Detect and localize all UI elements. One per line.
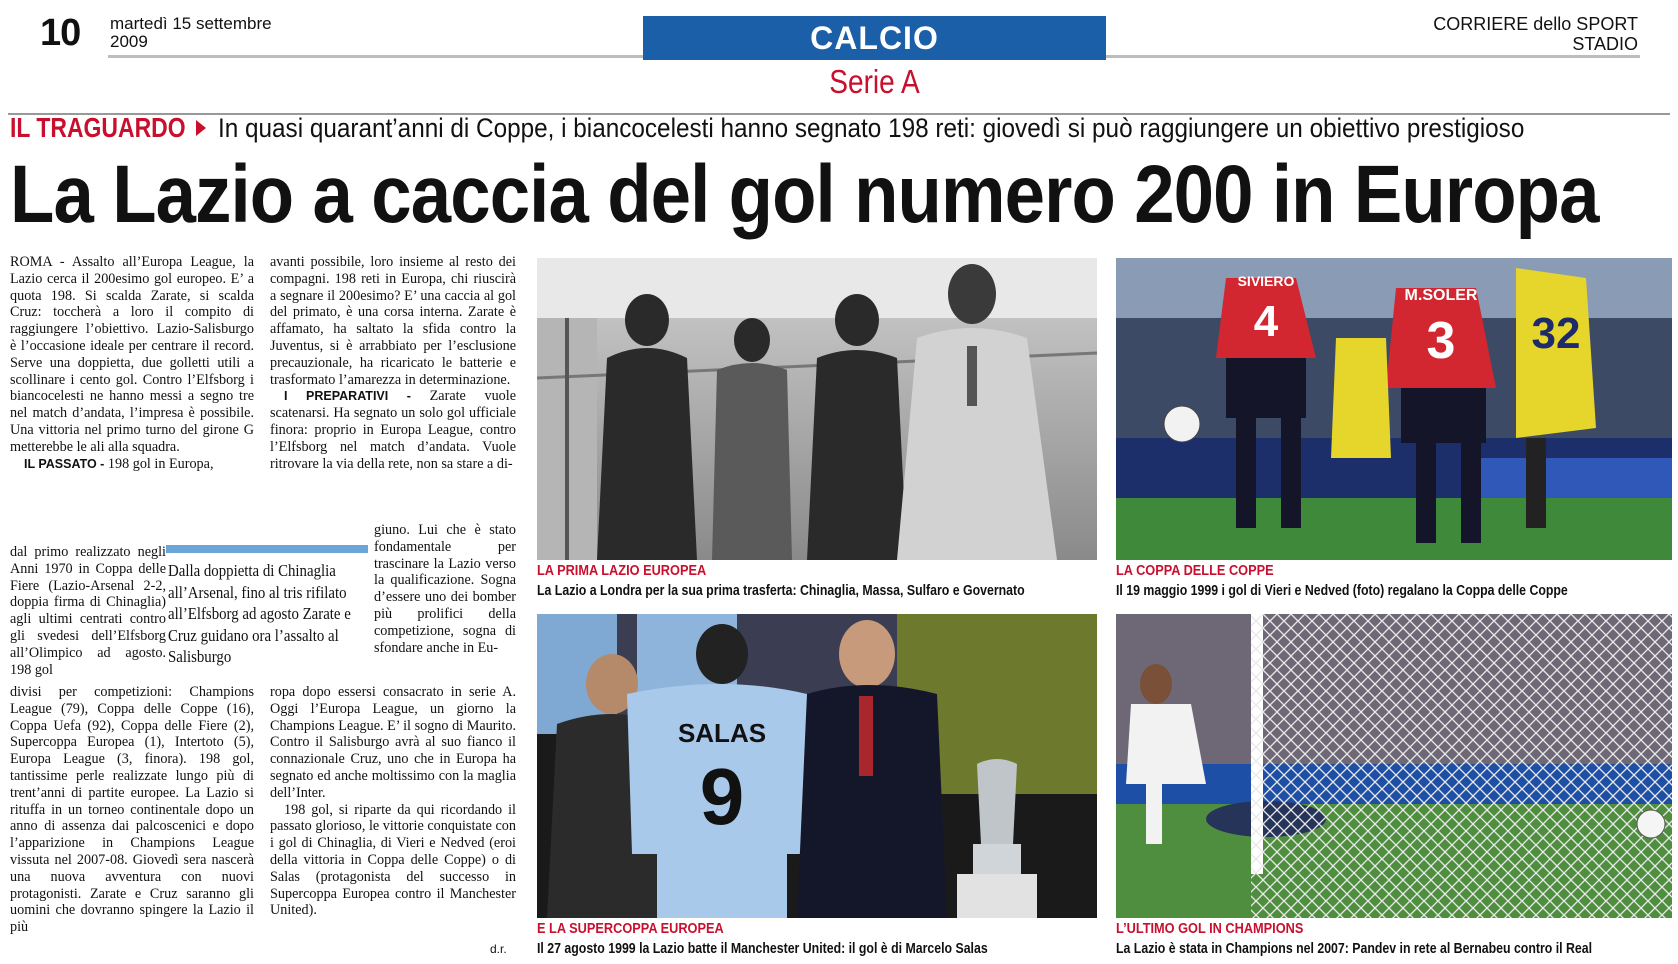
photo-prima-lazio bbox=[537, 258, 1097, 560]
jersey-name: M.SOLER bbox=[1404, 287, 1478, 304]
jersey-number: 32 bbox=[1531, 309, 1581, 358]
photo-supercoppa-image bbox=[537, 614, 1097, 918]
subhead-passato: IL PASSATO - bbox=[24, 456, 105, 471]
article-paragraph: avanti possibile, loro insieme al resto dei compagni. 198 reti in Europa, chi riuscirà a segnare il 200esimo? E’ una caccia al gol del primato, è una corsa interna. Zarate è affamato, ha saltato la sfida contro la Juventus, si è arrabbiato per l’esclusione precauzionale, ha ricaricato le batterie e trasformato l’amarezza in determinazione. bbox=[270, 254, 516, 388]
issue-date-line1: martedì 15 settembre bbox=[110, 14, 272, 33]
subsection-title: Serie A bbox=[829, 63, 920, 100]
article-paragraph: giuno. Lui che è stato fondamentale per trascinare la Lazio verso la qualificazione. Sogna d’essere uno dei bomber più prolifici della competizione, sogna di sfondare anche in Eu- bbox=[374, 522, 516, 656]
photo-supercoppa bbox=[537, 614, 1097, 918]
photo-champions-image bbox=[1116, 614, 1672, 918]
photo-title: LA COPPA DELLE COPPE bbox=[1116, 563, 1274, 579]
kicker-label: IL TRAGUARDO bbox=[10, 112, 186, 143]
issue-date bbox=[110, 15, 310, 51]
jersey-number: 9 bbox=[699, 752, 745, 841]
page-number: 10 bbox=[40, 12, 81, 54]
article-column-1 bbox=[10, 254, 254, 472]
publication-line2: STADIO bbox=[1572, 34, 1638, 54]
pullquote-bar bbox=[166, 545, 368, 553]
jersey-name: SALAS bbox=[677, 718, 767, 748]
article-paragraph bbox=[270, 388, 516, 472]
publication-name bbox=[1433, 14, 1638, 54]
photo-champions bbox=[1116, 614, 1672, 918]
article-column-1-narrow bbox=[10, 544, 166, 678]
kicker-text: In quasi quarant’anni di Coppe, i biancocelesti hanno segnato 198 reti: giovedì si può raggiungere un obiettivo prestigioso bbox=[218, 112, 1525, 143]
publication-line1: CORRIERE dello SPORT bbox=[1433, 14, 1638, 34]
article-column-2 bbox=[270, 254, 516, 472]
photo-coppa-coppe-image bbox=[1116, 258, 1672, 560]
section-banner: CALCIO bbox=[643, 16, 1106, 60]
photo-caption: Il 19 maggio 1999 i gol di Vieri e Nedved (foto) regalano la Coppa delle Coppe bbox=[1116, 583, 1568, 599]
pullquote: Dalla doppietta di Chinaglia all’Arsenal, fino al tris rifilato all’Elfsborg ad agosto Zarate e Cruz guidano ora l’assalto al Salisburgo bbox=[168, 561, 351, 666]
photo-title: L’ULTIMO GOL IN CHAMPIONS bbox=[1116, 921, 1304, 937]
article-paragraph: dal primo realizzato negli Anni 1970 in Coppa delle Fiere (Lazio-Arsenal 2-2, doppia firma di Chinaglia) agli ultimi centrati contro gli svedesi dell’Elfsborg all’Olimpico ad agosto. 198 gol bbox=[10, 544, 166, 678]
kicker-arrow-icon bbox=[196, 120, 206, 136]
photo-caption: La Lazio a Londra per la sua prima trasferta: Chinaglia, Massa, Sulfaro e Governato bbox=[537, 583, 1025, 599]
issue-date-line2: 2009 bbox=[110, 32, 148, 51]
article-paragraph bbox=[10, 456, 254, 473]
photo-coppa-coppe bbox=[1116, 258, 1672, 560]
photo-title: LA PRIMA LAZIO EUROPEA bbox=[537, 563, 707, 579]
kicker bbox=[10, 112, 1670, 148]
jersey-name: SIVIERO bbox=[1237, 273, 1295, 289]
article-column-2-narrow bbox=[374, 522, 516, 656]
photo-title: E LA SUPERCOPPA EUROPEA bbox=[537, 921, 724, 937]
article-text: 198 gol in Europa, bbox=[107, 455, 214, 472]
article-paragraph: divisi per competizioni: Champions League (79), Coppa delle Coppe (16), Coppa Uefa (92), Coppa delle Fiere (2), Supercoppa Europea (1), Intertoto (5), Europa League (3, finora). 198 gol, tantissime perle realizzate lungo più di trent’anni di partite europee. La Lazio si rituffa in un torneo continentale dopo un anno di assenza dai palcoscenici e dopo l’apparizione in Champions League vissuta nel 2007-08. Giovedì sera nascerà una nuova avventura con nuovi protagonisti. Zarate e Cruz saranno gli uomini che dovranno spingere la Lazio il più bbox=[10, 684, 254, 936]
article-text: Zarate vuole scatenarsi. Ha segnato un solo gol ufficiale finora: proprio in Europa League, contro l’Elfsborg nel match d’andata. Vuole ritrovare la via della rete, non sa stare a di- bbox=[270, 388, 517, 472]
jersey-number: 4 bbox=[1253, 297, 1279, 346]
article-paragraph: ROMA - Assalto all’Europa League, la Lazio cerca il 200esimo gol europeo. E’ a quota 198. Si scalda Zarate, si scalda Cruz: toccherà a loro il compito di raggiungere l’obiettivo. Lazio-Salisburgo è l’occasione ideale per centrare il record. Serve una doppietta, due golletti utili a scollinare i cento gol. Contro l’Elfsborg i biancocelesti ne hanno messi a segno tre nel match d’andata, l’impresa è possibile. Una vittoria nel primo turno del girone G metterebbe le ali alla squadra. bbox=[10, 254, 254, 455]
author-signature: d.r. bbox=[490, 942, 507, 956]
article-paragraph: ropa dopo essersi consacrato in serie A. Oggi l’Europa League, un giorno la Champions League. E’ il sogno di Maurito. Contro il Salisburgo avrà al suo fianco il connazionale Cruz, uno che in Europa ha segnato ed anche moltissimo con la maglia dell’Inter. bbox=[270, 684, 516, 801]
article-paragraph: 198 gol, si riparte da qui ricordando il passato glorioso, le vittorie conquistate con i gol di Chinaglia, di Vieri e Nedved (eroi della vittoria in Coppa delle Coppe) o di Salas (protagonista del successo in Supercoppa Europea contro il Manchester United). bbox=[270, 801, 516, 919]
article-column-2-continued bbox=[270, 684, 516, 919]
photo-prima-lazio-image bbox=[537, 258, 1097, 560]
photo-caption: Il 27 agosto 1999 la Lazio batte il Manchester United: il gol è di Marcelo Salas bbox=[537, 941, 988, 957]
headline: La Lazio a caccia del gol numero 200 in Europa bbox=[10, 149, 1599, 240]
article-column-1-continued bbox=[10, 684, 254, 936]
subhead-preparativi: I PREPARATIVI - bbox=[284, 389, 411, 404]
photo-caption: La Lazio è stata in Champions nel 2007: Pandev in rete al Bernabeu contro il Real bbox=[1116, 941, 1593, 957]
jersey-number: 3 bbox=[1426, 312, 1456, 370]
